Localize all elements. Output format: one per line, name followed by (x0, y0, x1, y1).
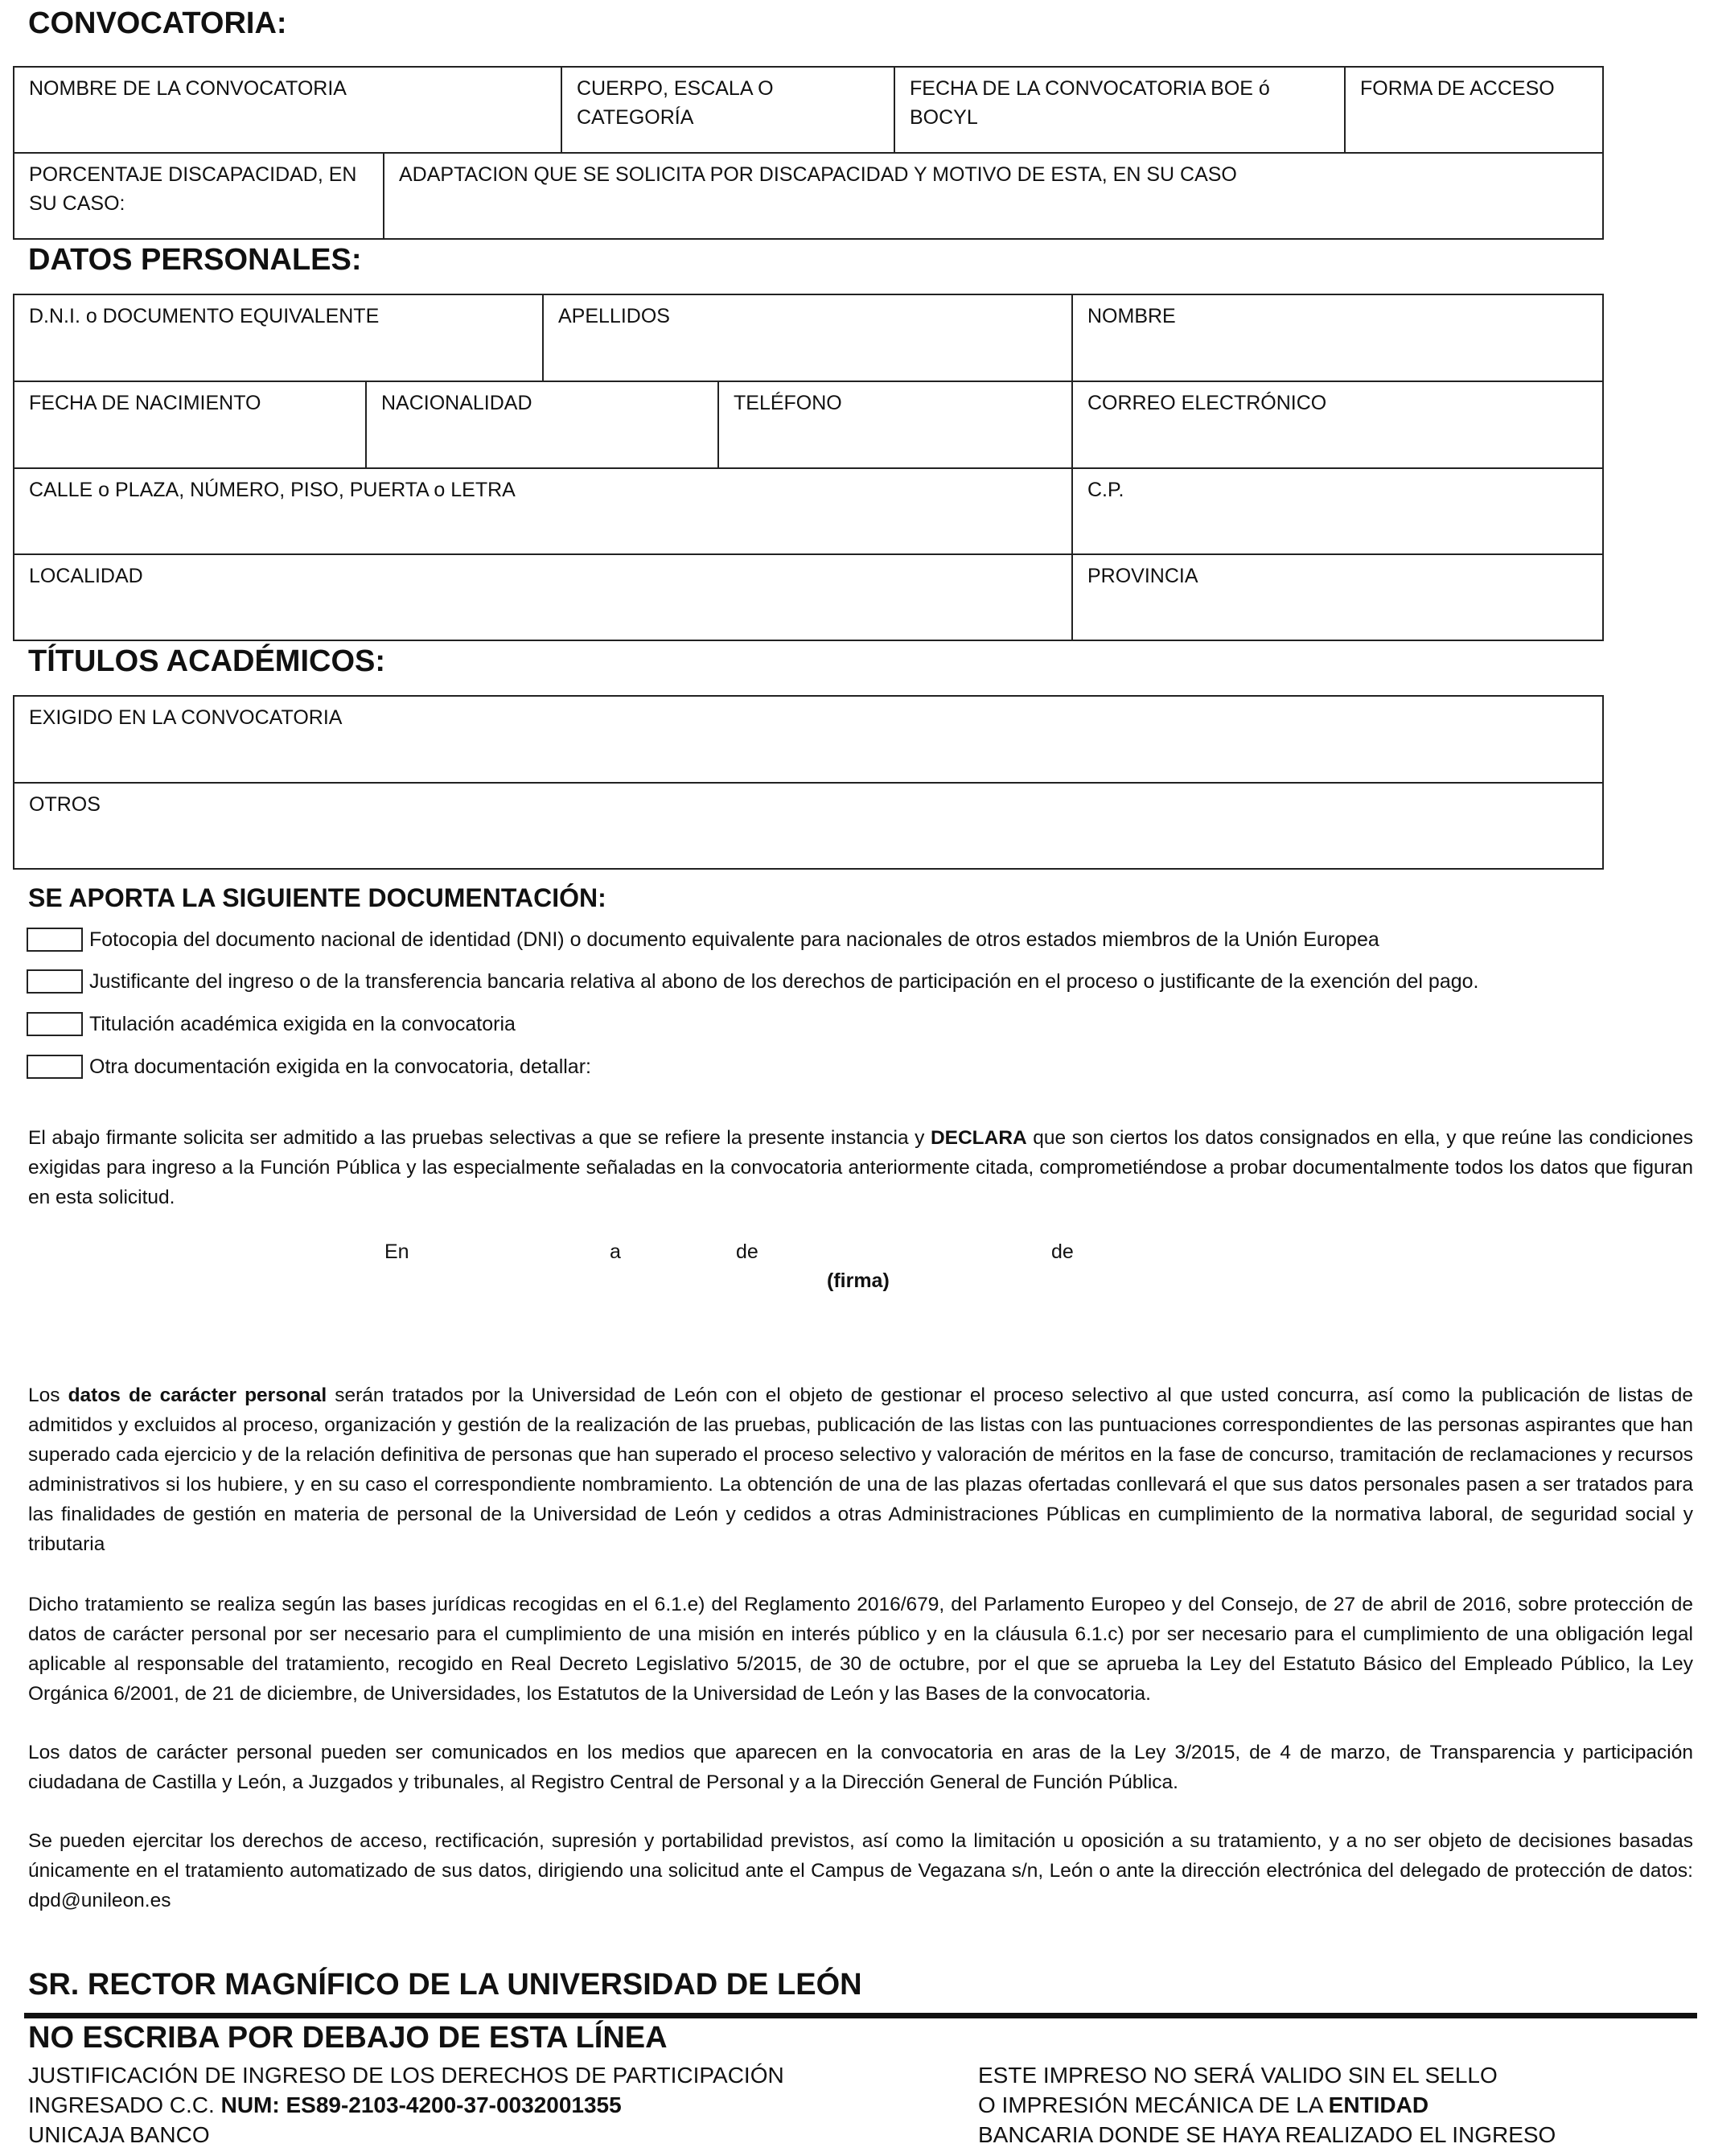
proteccion-paragraph-3: Los datos de carácter personal pueden ser comunicados en los medios que aparecen en la convocatoria en aras de la Ley 3/2015, de 4 de marzo, de Transparencia y participación ciudadana de Castilla y León, a Juzgados y tribunales, al Registro Central de Personal y a la Dirección General de Función Pública. (28, 1742, 1693, 1793)
cuenta-prefix: INGRESADO C.C. (28, 2092, 221, 2117)
dni-field[interactable] (14, 294, 543, 381)
doc-checkbox[interactable] (27, 1012, 83, 1036)
localidad-field[interactable] (14, 554, 1072, 640)
declaracion-paragraph (28, 1123, 1693, 1212)
provincia-label: PROVINCIA (1087, 565, 1198, 587)
declaracion-text: El abajo firmante solicita ser admitido a las pruebas selectivas a que se refiere la presente instancia y (28, 1127, 931, 1149)
rector-heading: SR. RECTOR MAGNÍFICO DE LA UNIVERSIDAD DE LEÓN (28, 1968, 862, 2002)
datos-personales-bold: datos de carácter personal (68, 1385, 327, 1406)
proteccion-text: Los (28, 1385, 68, 1406)
convocatoria-table (13, 66, 1604, 154)
firma-a-label: a (610, 1241, 621, 1263)
cuerpo-escala-label: CUERPO, ESCALA O CATEGORÍA (577, 77, 774, 129)
provincia-field[interactable] (1072, 554, 1603, 640)
bancaria-line: BANCARIA DONDE SE HAYA REALIZADO EL INGRESO (978, 2122, 1556, 2147)
cuerpo-escala-field[interactable] (561, 67, 894, 153)
sello-line: ESTE IMPRESO NO SERÁ VALIDO SIN EL SELLO (978, 2063, 1498, 2088)
porcentaje-discapacidad-label: PORCENTAJE DISCAPACIDAD, EN SU CASO: (29, 163, 357, 215)
apellidos-label: APELLIDOS (558, 305, 670, 327)
nombre-field[interactable] (1072, 294, 1603, 381)
entidad-prefix: O IMPRESIÓN MECÁNICA DE LA (978, 2092, 1329, 2117)
telefono-label: TELÉFONO (734, 392, 842, 414)
doc-item-titulacion[interactable] (27, 1010, 516, 1038)
doc-checkbox[interactable] (27, 1055, 83, 1079)
proteccion-paragraph-4: Se pueden ejercitar los derechos de acceso, rectificación, supresión y portabilidad previstos, así como la limitación u oposición a su tratamiento, y a no ser objeto de decisiones basadas únicamente en el tratamiento automatizado de sus datos, dirigiendo una solicitud ante el Campus de Vegazana s/n, León o ante la dirección electrónica del delegado de protección de datos: dpd@unileon.es (28, 1830, 1693, 1911)
firma-de-label: de (1051, 1241, 1074, 1263)
doc-checkbox[interactable] (27, 969, 83, 994)
forma-acceso-field[interactable] (1345, 67, 1603, 153)
correo-field[interactable] (1072, 381, 1603, 468)
documentacion-heading: SE APORTA LA SIGUIENTE DOCUMENTACIÓN: (28, 883, 606, 912)
nombre-convocatoria-label: NOMBRE DE LA CONVOCATORIA (29, 77, 347, 100)
localidad-label: LOCALIDAD (29, 565, 143, 587)
doc-item-justificante[interactable] (27, 968, 1478, 995)
nacionalidad-label: NACIONALIDAD (381, 392, 532, 414)
proteccion-paragraph-2: Dicho tratamiento se realiza según las bases jurídicas recogidas en el 6.1.e) del Reglamento 2016/679, del Parlamento Europeo y del Consejo, de 27 de abril de 2016, sobre protección de datos de carácter personal por ser necesario para el cumplimiento de una misión en interés público y en la cláusula 6.1.c) por ser necesario para el cumplimiento de una obligación legal aplicable al responsable del tratamiento, recogido en Real Decreto Legislativo 5/2015, de 30 de octubre, por el que se aprueba la Ley del Estatuto Básico del Empleado Público, la Ley Orgánica 6/2001, de 21 de diciembre, de Universidades, los Estatutos de la Universidad de León y las Bases de la convocatoria. (28, 1594, 1693, 1705)
cuenta-line (28, 2090, 784, 2120)
nombre-convocatoria-field[interactable] (14, 67, 561, 153)
doc-item-label: Fotocopia del documento nacional de identidad (DNI) o documento equivalente para nacionales de otros estados miembros de la Unión Europea (89, 928, 1379, 951)
proteccion-text: serán tratados por la Universidad de León con el objeto de gestionar el proceso selectivo al que usted concurra, así como la publicación de listas de admitidos y excluidos al proceso, organización y gestión de la realización de las pruebas, publicación de las listas con las puntuaciones correspondientes de las personas aspirantes que han superado cada ejercicio y de la relación definitiva de personas que han superado el proceso selectivo y valoración de méritos en la fase de concurso, tramitación de reclamaciones y recursos administrativos si los hubiere, y en su caso el correspondiente nombramiento. La obtención de una de las plazas ofertadas conllevará el que sus datos personales pasen a ser tratados para las finalidades de gestión en materia de personal de la Universidad de León y cedidos a otras Administraciones Públicas en cumplimiento de la normativa laboral, de seguridad social y tributaria (28, 1385, 1693, 1555)
no-escriba-heading: NO ESCRIBA POR DEBAJO DE ESTA LÍNEA (28, 2021, 668, 2055)
calle-label: CALLE o PLAZA, NÚMERO, PISO, PUERTA o LETRA (29, 479, 516, 501)
doc-item-label: Otra documentación exigida en la convocatoria, detallar: (89, 1055, 591, 1078)
titulo-otros-field[interactable] (14, 783, 1603, 869)
titulo-otros-label: OTROS (29, 793, 101, 816)
adaptacion-field[interactable] (384, 153, 1603, 239)
sello-aviso-block (978, 2060, 1556, 2150)
separator-line (24, 2013, 1697, 2018)
proteccion-paragraph-1 (28, 1380, 1693, 1559)
declara-keyword: DECLARA (930, 1127, 1027, 1149)
entidad-line (978, 2090, 1556, 2120)
fecha-convocatoria-field[interactable] (894, 67, 1345, 153)
firma-label: (firma) (827, 1269, 890, 1292)
correo-label: CORREO ELECTRÓNICO (1087, 392, 1327, 414)
titulo-exigido-field[interactable] (14, 696, 1603, 783)
fecha-nacimiento-field[interactable] (14, 381, 366, 468)
apellidos-field[interactable] (543, 294, 1072, 381)
firma-en-label: En (384, 1241, 409, 1263)
datos-personales-table-1 (13, 294, 1604, 382)
entidad-bold: ENTIDAD (1328, 2092, 1429, 2117)
doc-item-label: Justificante del ingreso o de la transferencia bancaria relativa al abono de los derechos de participación en el proceso o justificante de la exención del pago. (89, 969, 1479, 993)
doc-item-label: Titulación académica exigida en la convocatoria (89, 1012, 516, 1035)
nacionalidad-field[interactable] (366, 381, 718, 468)
forma-acceso-label: FORMA DE ACCESO (1360, 77, 1555, 100)
declaracion-text: que son ciertos los datos consignados en ella, y que reúne las condiciones exigidas para ingreso a la Función Pública y las especialmente señaladas en la convocatoria anteriormente citada, comprometiéndose a probar documentalmente todos los datos que figuran en esta solicitud. (28, 1127, 1693, 1208)
cp-label: C.P. (1087, 479, 1124, 501)
fecha-nacimiento-label: FECHA DE NACIMIENTO (29, 392, 261, 414)
doc-item-otra[interactable] (27, 1053, 591, 1080)
titulos-heading: TÍTULOS ACADÉMICOS: (28, 644, 386, 678)
cp-field[interactable] (1072, 468, 1603, 554)
firma-de-label: de (736, 1241, 758, 1263)
discapacidad-table (13, 152, 1604, 240)
datos-personales-heading: DATOS PERSONALES: (28, 243, 362, 277)
calle-field[interactable] (14, 468, 1072, 554)
datos-personales-table-2 (13, 381, 1604, 469)
doc-item-dni[interactable] (27, 926, 1379, 953)
cuenta-numero: NUM: ES89-2103-4200-37-0032001355 (220, 2092, 622, 2117)
banco-line: UNICAJA BANCO (28, 2122, 210, 2147)
justificacion-line: JUSTIFICACIÓN DE INGRESO DE LOS DERECHOS DE PARTICIPACIÓN (28, 2063, 784, 2088)
datos-personales-table-3 (13, 467, 1604, 641)
porcentaje-discapacidad-field[interactable] (14, 153, 384, 239)
convocatoria-heading: CONVOCATORIA: (28, 6, 287, 40)
fecha-convocatoria-label: FECHA DE LA CONVOCATORIA BOE ó BOCYL (910, 77, 1270, 129)
justificacion-ingreso-block (28, 2060, 784, 2150)
dni-label: D.N.I. o DOCUMENTO EQUIVALENTE (29, 305, 380, 327)
nombre-label: NOMBRE (1087, 305, 1176, 327)
titulo-exigido-label: EXIGIDO EN LA CONVOCATORIA (29, 706, 343, 729)
adaptacion-label: ADAPTACION QUE SE SOLICITA POR DISCAPACIDAD Y MOTIVO DE ESTA, EN SU CASO (399, 163, 1237, 186)
doc-checkbox[interactable] (27, 928, 83, 952)
titulos-table (13, 695, 1604, 870)
telefono-field[interactable] (718, 381, 1072, 468)
